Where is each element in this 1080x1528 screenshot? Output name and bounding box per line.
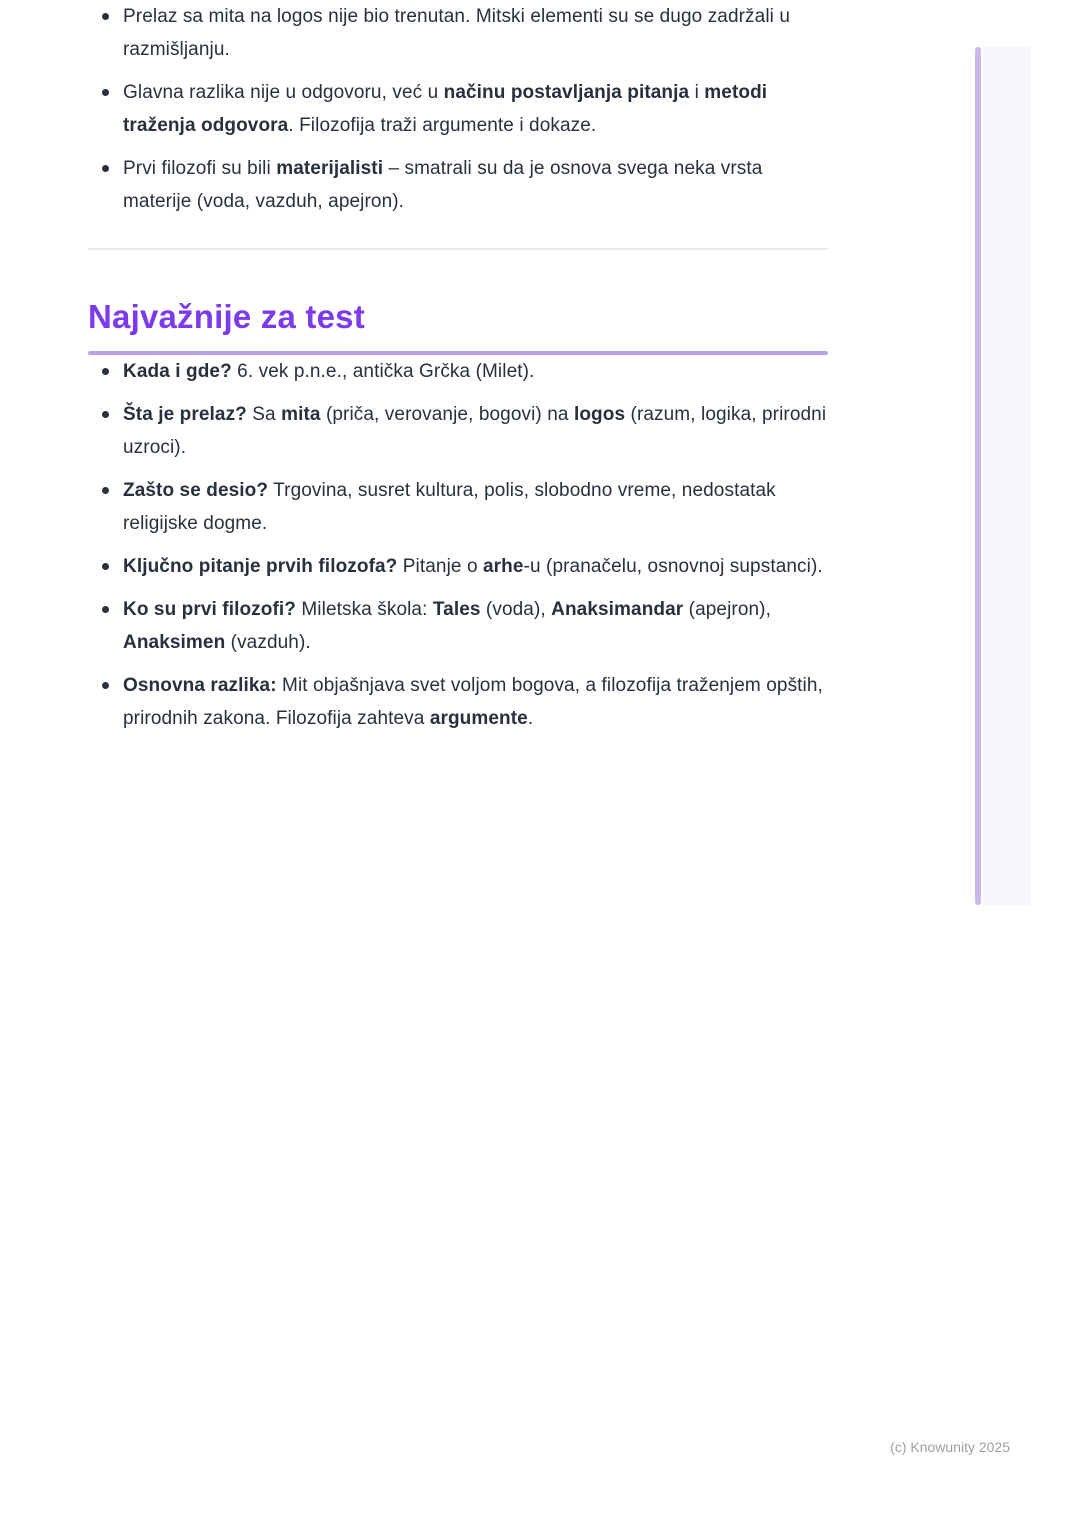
list-item: Ko su prvi filozofi? Miletska škola: Tales (voda), Anaksimandar (apejron), Anaksimen (vazduh). xyxy=(88,593,828,659)
list-item: Glavna razlika nije u odgovoru, već u načinu postavljanja pitanja i metodi traženja odgovora. Filozofija traži argumente i dokaze. xyxy=(88,76,828,142)
section-title: Najvažnije za test xyxy=(88,298,365,335)
intro-bullet-list xyxy=(88,0,828,218)
side-panel xyxy=(983,47,1031,905)
content-divider xyxy=(88,248,828,250)
side-accent-bar xyxy=(975,47,981,905)
section-bullet-list xyxy=(88,355,828,735)
list-item: Šta je prelaz? Sa mita (priča, verovanje, bogovi) na logos (razum, logika, prirodni uzroci). xyxy=(88,398,828,464)
list-item: Kada i gde? 6. vek p.n.e., antička Grčka (Milet). xyxy=(88,355,828,388)
list-item: Osnovna razlika: Mit objašnjava svet voljom bogova, a filozofija traženjem opštih, prirodnih zakona. Filozofija zahteva argumente. xyxy=(88,669,828,735)
list-item: Zašto se desio? Trgovina, susret kultura, polis, slobodno vreme, nedostatak religijske dogme. xyxy=(88,474,828,540)
copyright-text: (c) Knowunity 2025 xyxy=(890,1439,1010,1455)
list-item: Prvi filozofi su bili materijalisti – smatrali su da je osnova svega neka vrsta materije (voda, vazduh, apejron). xyxy=(88,152,828,218)
list-item: Ključno pitanje prvih filozofa? Pitanje o arhe-u (pranačelu, osnovnoj supstanci). xyxy=(88,550,828,583)
document-content xyxy=(88,0,828,745)
list-item: Prelaz sa mita na logos nije bio trenutan. Mitski elementi su se dugo zadržali u razmišljanju. xyxy=(88,0,828,66)
